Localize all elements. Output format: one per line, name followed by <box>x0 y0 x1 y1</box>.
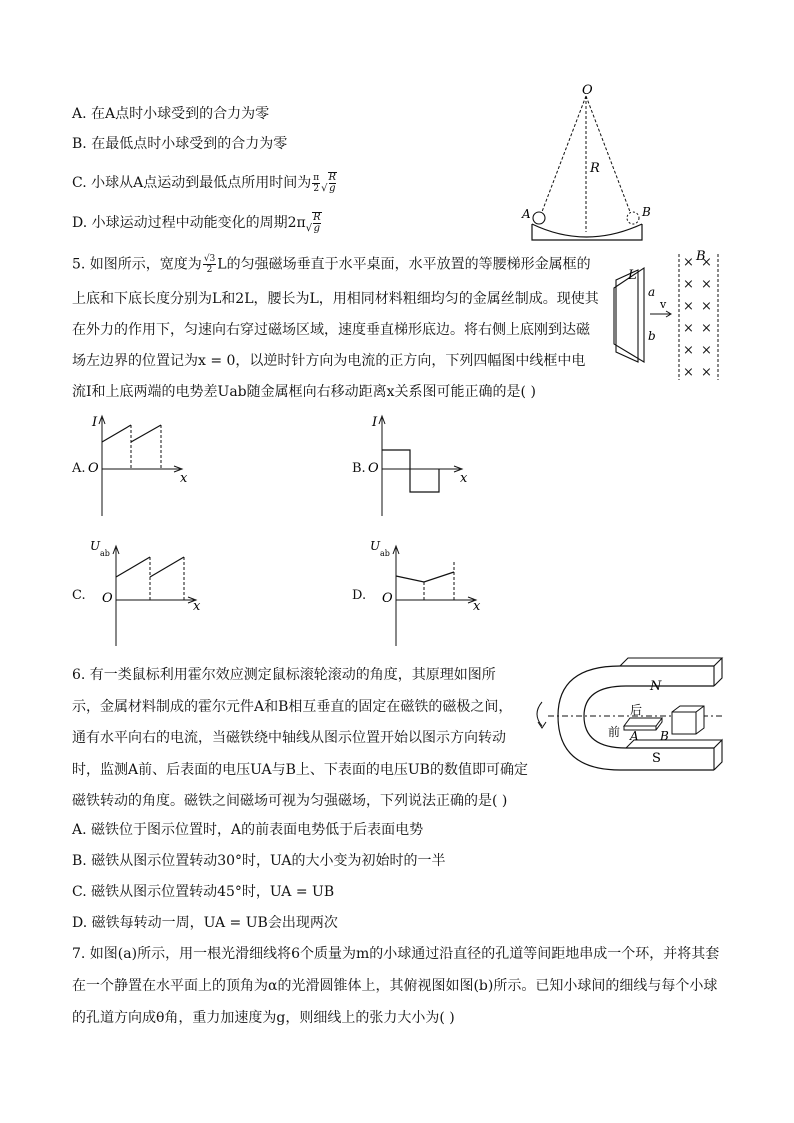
svg-text:O: O <box>102 591 113 606</box>
q7-line-1: 7. 如图(a)所示，用一根光滑细线将6个质量为m的小球通过沿直径的孔道等间距地串成一个环，并将其套 <box>72 946 720 962</box>
svg-text:O: O <box>368 461 379 476</box>
label-back: 后 <box>630 703 643 717</box>
label-front: 前 <box>608 725 621 739</box>
graph-b <box>366 412 476 522</box>
q5-line-5: 流I和上底两端的电势差Uab随金属框向右移动距离x关系图可能正确的是( ) <box>72 384 536 400</box>
svg-text:×: × <box>701 299 712 314</box>
svg-text:×: × <box>701 277 712 292</box>
q6-option-d: D. 磁铁每转动一周，UA = UB会出现两次 <box>72 915 338 931</box>
ball-b <box>627 212 639 224</box>
label-b: B <box>642 205 651 219</box>
label-element-b: B <box>660 729 669 743</box>
q6-line-1: 6. 有一类鼠标利用霍尔效应测定鼠标滚轮滚动的角度，其原理如图所 <box>72 667 496 683</box>
sqrt-r-over-g-2: √ $\frac{R}{g}$ <box>305 212 321 234</box>
q6-line-3: 通有水平向右的电流，当磁铁绕中轴线从图示位置开始以图示方向转动 <box>72 730 506 746</box>
svg-text:×: × <box>683 255 694 270</box>
svg-text:×: × <box>683 365 694 380</box>
label-a-fig: a <box>648 285 656 299</box>
pendulum-figure <box>520 82 680 252</box>
svg-text:O: O <box>382 591 393 606</box>
svg-text:×: × <box>683 277 694 292</box>
q5-line-2: 上底和下底长度分别为L和2L，腰长为L，用相同材料粗细均匀的金属丝制成。现使其 <box>72 291 599 307</box>
svg-text:×: × <box>701 365 712 380</box>
svg-text:×: × <box>701 255 712 270</box>
q4-option-d <box>72 212 322 234</box>
pi-over-2: $\frac{\pi}{2}$ <box>313 172 320 194</box>
magnet-figure <box>528 652 728 792</box>
q6-option-c: C. 磁铁从图示位置转动45°时，UA = UB <box>72 884 335 900</box>
svg-text:×: × <box>701 343 712 358</box>
graph-c <box>86 540 210 650</box>
label-l: L <box>628 268 637 283</box>
q6-option-a: A. 磁铁位于图示位置时，A的前表面电势低于后表面电势 <box>72 822 424 838</box>
svg-text:I: I <box>92 415 98 430</box>
label-element-a: A <box>630 729 639 743</box>
q5-line-1a: 5. 如图所示，宽度为 <box>72 256 202 273</box>
graph-b-label: B. <box>352 461 366 476</box>
svg-text:x: x <box>473 599 481 614</box>
q4-option-c <box>72 172 337 194</box>
q4-option-d-text: D. 小球运动过程中动能变化的周期2π <box>72 215 306 231</box>
svg-text:x: x <box>193 599 201 614</box>
svg-text:O: O <box>88 461 99 476</box>
label-r: R <box>590 161 600 176</box>
q6-line-5: 磁铁转动的角度。磁铁之间磁场可视为匀强磁场，下列说法正确的是( ) <box>72 793 508 809</box>
q6-option-b: B. 磁铁从图示位置转动30°时，UA的大小变为初始时的一半 <box>72 853 446 869</box>
svg-text:x: x <box>460 471 468 486</box>
svg-text:U: U <box>370 539 381 553</box>
svg-text:×: × <box>683 321 694 336</box>
label-o: O <box>582 83 593 98</box>
label-field-b: B <box>696 249 706 264</box>
trapezoid-field-figure <box>602 248 722 384</box>
q5-line-1b: L的匀强磁场垂直于水平桌面，水平放置的等腰梯形金属框的 <box>217 256 591 273</box>
graph-a <box>86 412 196 522</box>
svg-text:x: x <box>180 471 188 486</box>
label-b-fig: b <box>648 329 656 343</box>
label-s: S <box>652 751 661 766</box>
q4-option-a: A. 在A点时小球受到的合力为零 <box>72 106 270 122</box>
ball-a <box>533 212 545 224</box>
q4-option-b: B. 在最低点时小球受到的合力为零 <box>72 136 288 152</box>
svg-text:×: × <box>701 321 712 336</box>
q7-line-3: 的孔道方向成θ角，重力加速度为g，则细线上的张力大小为( ) <box>72 1010 455 1026</box>
label-a: A <box>522 207 531 221</box>
q4-option-c-text: C. 小球从A点运动到最低点所用时间为 <box>72 175 312 191</box>
label-v: v <box>660 298 667 311</box>
svg-text:I: I <box>372 415 378 430</box>
q6-line-4: 时，监测A前、后表面的电压UA与B上、下表面的电压UB的数值即可确定 <box>72 762 528 778</box>
q5-line-3: 在外力的作用下，匀速向右穿过磁场区域，速度垂直梯形底边。将右侧上底刚到达磁 <box>72 322 590 338</box>
q5-line-4: 场左边界的位置记为x = 0，以逆时针方向为电流的正方向，下列四幅图中线框中电 <box>72 353 586 369</box>
q6-line-2: 示，金属材料制成的霍尔元件A和B相互垂直的固定在磁铁的磁极之间， <box>72 699 513 715</box>
sqrt-r-over-g: √ $\frac{R}{g}$ <box>321 172 337 194</box>
svg-text:ab: ab <box>380 549 390 558</box>
field-crosses <box>683 255 712 380</box>
svg-text:ab: ab <box>100 549 110 558</box>
svg-text:×: × <box>683 299 694 314</box>
q5-line-1 <box>72 254 591 275</box>
graph-a-label: A. <box>72 461 86 476</box>
sqrt3-over-2: $\frac{√3}{2}$ <box>203 254 216 275</box>
label-n: N <box>650 679 662 694</box>
q7-line-2: 在一个静置在水平面上的顶角为α的光滑圆锥体上，其俯视图如图(b)所示。已知小球间的细线与每个小球 <box>72 978 718 994</box>
graph-d <box>366 540 490 650</box>
graph-d-label: D. <box>352 588 367 603</box>
svg-text:U: U <box>90 539 101 553</box>
svg-text:×: × <box>683 343 694 358</box>
graph-c-label: C. <box>72 588 86 603</box>
